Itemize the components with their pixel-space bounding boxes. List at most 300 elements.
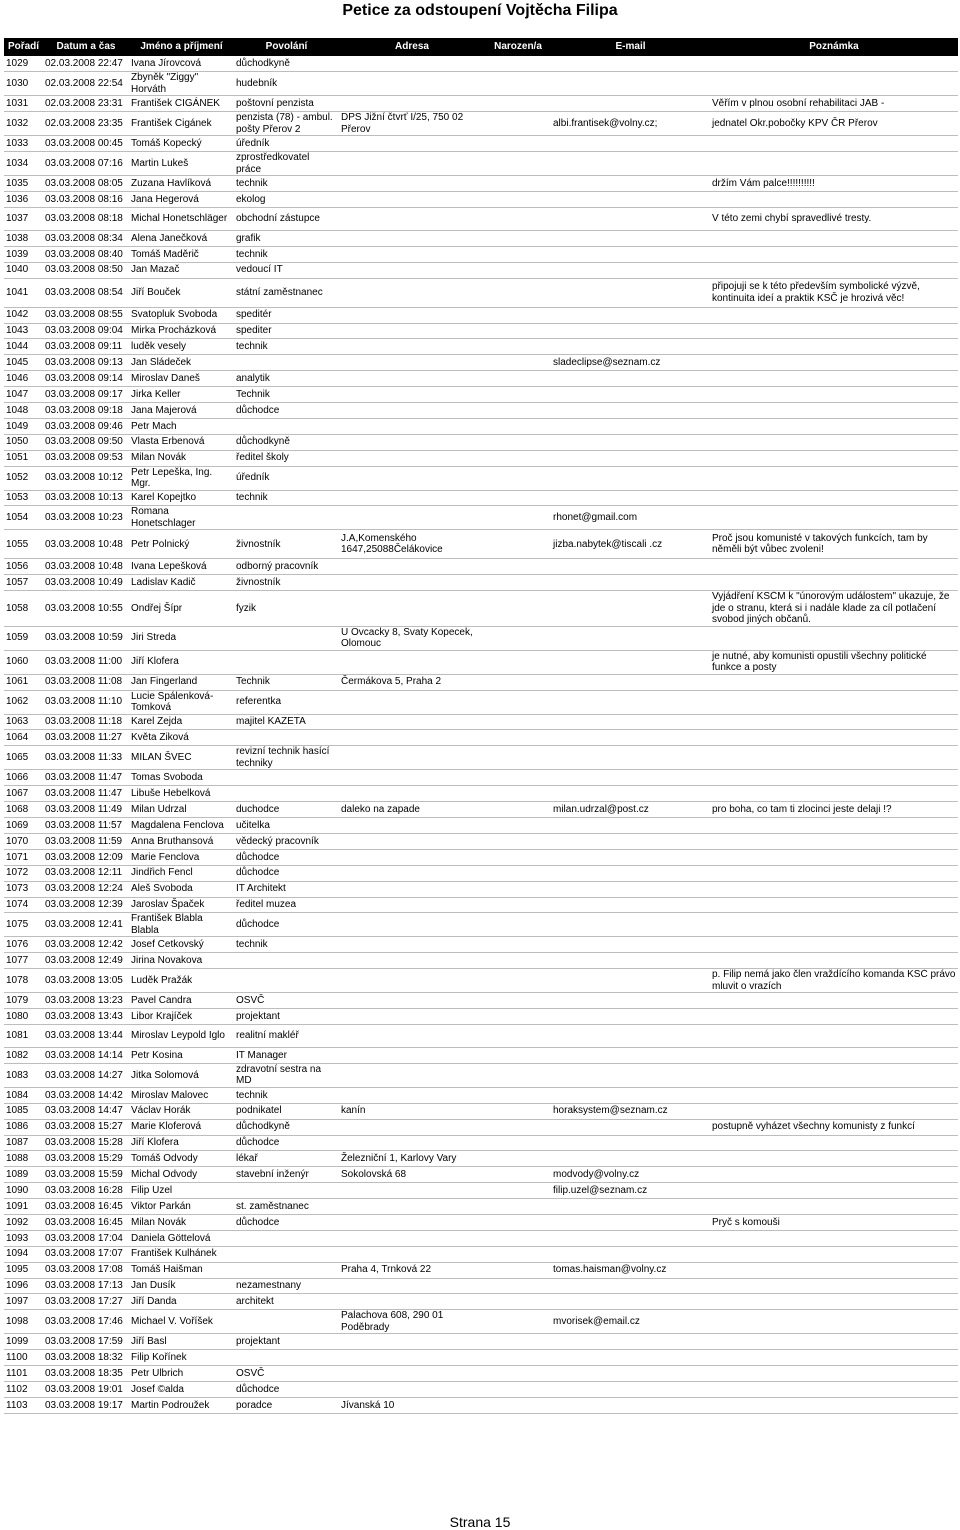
row-address	[339, 1350, 485, 1366]
row-address	[339, 1214, 485, 1230]
table-row	[4, 112, 958, 136]
table-row	[4, 881, 958, 897]
table-row	[4, 770, 958, 786]
row-order: 1053	[6, 492, 29, 504]
row-name: Tomáš Haišman	[131, 1264, 203, 1276]
row-email: horaksystem@seznam.cz	[553, 1105, 668, 1117]
row-address	[339, 323, 485, 339]
table-row	[4, 307, 958, 323]
column-header-born: Narozen/a	[485, 38, 551, 56]
table-row	[4, 1262, 958, 1278]
row-order: 1037	[6, 213, 29, 225]
row-occupation: realitní makléř	[236, 1030, 299, 1042]
row-born	[485, 339, 551, 355]
row-occupation: učitelka	[236, 819, 270, 831]
row-datetime: 03.03.2008 09:11	[45, 341, 123, 353]
row-email: tomas.haisman@volny.cz	[553, 1264, 667, 1276]
table-row	[4, 176, 958, 192]
row-order: 1066	[6, 772, 29, 784]
row-occupation	[234, 506, 339, 530]
row-order: 1034	[6, 157, 29, 169]
row-order: 1045	[6, 356, 29, 368]
row-name: Milan Udrzal	[131, 803, 187, 815]
row-occupation	[234, 418, 339, 434]
row-occupation: poradce	[236, 1399, 273, 1411]
row-email	[551, 818, 710, 834]
table-row	[4, 993, 958, 1009]
row-occupation: technik	[236, 492, 268, 504]
row-address	[339, 953, 485, 969]
row-born	[485, 530, 551, 559]
row-datetime: 03.03.2008 13:23	[45, 994, 123, 1006]
row-name: Miroslav Daneš	[131, 372, 200, 384]
row-email	[551, 849, 710, 865]
row-email: albi.frantisek@volny.cz;	[553, 118, 658, 130]
row-address: Jívanská 10	[341, 1399, 395, 1411]
table-row	[4, 1087, 958, 1103]
table-row	[4, 626, 958, 650]
row-datetime: 03.03.2008 10:55	[45, 602, 123, 614]
row-address	[339, 339, 485, 355]
row-occupation: st. zaměstnanec	[236, 1200, 309, 1212]
table-row	[4, 450, 958, 466]
row-name: Václav Horák	[131, 1105, 191, 1117]
table-row	[4, 913, 958, 937]
row-datetime: 03.03.2008 08:54	[45, 286, 123, 298]
row-note: Proč jsou komunisté v takových funkcích, tam by něměli být vůbec zvoleni!	[712, 532, 928, 556]
table-row	[4, 674, 958, 690]
row-address	[339, 402, 485, 418]
row-email	[551, 833, 710, 849]
row-occupation: nezamestnany	[236, 1280, 302, 1292]
row-note	[710, 1024, 958, 1047]
row-name: Petr Ulbrich	[131, 1367, 184, 1379]
row-name: Milan Novák	[131, 1216, 187, 1228]
row-email: jizba.nabytek@tiscali .cz	[553, 538, 663, 550]
row-order: 1060	[6, 656, 29, 668]
row-note	[710, 1151, 958, 1167]
row-born	[485, 650, 551, 674]
row-note: postupně vyházet všechny komunisty z funkcí	[712, 1121, 915, 1133]
row-name: Magdalena Fenclova	[131, 819, 224, 831]
table-row	[4, 1063, 958, 1087]
row-datetime: 03.03.2008 14:47	[45, 1105, 123, 1117]
row-email	[551, 152, 710, 176]
row-order: 1093	[6, 1232, 29, 1244]
page-title: Petice za odstoupení Vojtěcha Filipa	[342, 2, 618, 19]
table-row	[4, 1183, 958, 1199]
table-row	[4, 802, 958, 818]
row-born	[485, 993, 551, 1009]
row-datetime: 03.03.2008 11:10	[45, 696, 123, 708]
row-datetime: 03.03.2008 13:43	[45, 1010, 123, 1022]
row-email	[551, 690, 710, 714]
row-name: Luděk Pražák	[131, 974, 193, 986]
table-row	[4, 1278, 958, 1294]
row-address	[339, 1024, 485, 1047]
table-row	[4, 246, 958, 262]
row-born	[485, 1262, 551, 1278]
row-name: František Cigánek	[131, 118, 212, 130]
row-occupation: úředník	[236, 137, 270, 149]
row-name: Anna Bruthansová	[131, 835, 214, 847]
row-born	[485, 96, 551, 112]
row-occupation	[234, 1246, 339, 1262]
row-order: 1081	[6, 1030, 29, 1042]
row-datetime: 02.03.2008 23:31	[45, 98, 123, 110]
row-name: Svatopluk Svoboda	[131, 309, 218, 321]
row-born	[485, 1230, 551, 1246]
row-address	[339, 176, 485, 192]
row-datetime: 03.03.2008 17:04	[45, 1232, 123, 1244]
row-order: 1097	[6, 1296, 29, 1308]
row-address	[339, 506, 485, 530]
row-address	[339, 387, 485, 403]
row-address	[339, 152, 485, 176]
row-order: 1079	[6, 994, 29, 1006]
row-address: Čermákova 5, Praha 2	[341, 676, 442, 688]
row-email	[551, 1151, 710, 1167]
row-name: Jiří Bouček	[131, 286, 181, 298]
row-note	[710, 1350, 958, 1366]
table-row	[4, 1366, 958, 1382]
row-address	[339, 1381, 485, 1397]
row-name: Ivana Lepešková	[131, 561, 207, 573]
table-row	[4, 1047, 958, 1063]
table-row	[4, 1350, 958, 1366]
row-name: Jana Majerová	[131, 404, 197, 416]
row-born	[485, 1294, 551, 1310]
row-datetime: 03.03.2008 17:46	[45, 1316, 123, 1328]
row-datetime: 03.03.2008 17:27	[45, 1296, 123, 1308]
row-born	[485, 1199, 551, 1215]
row-name: František Kulhánek	[131, 1248, 217, 1260]
row-order: 1039	[6, 248, 29, 260]
row-email	[551, 650, 710, 674]
row-datetime: 03.03.2008 17:13	[45, 1280, 123, 1292]
row-born	[485, 176, 551, 192]
row-order: 1052	[6, 472, 29, 484]
row-note	[710, 339, 958, 355]
row-datetime: 03.03.2008 16:28	[45, 1184, 123, 1196]
row-address: daleko na zapade	[341, 803, 420, 815]
row-datetime: 03.03.2008 15:59	[45, 1168, 123, 1180]
row-occupation: OSVČ	[236, 1367, 265, 1379]
row-order: 1100	[6, 1351, 28, 1363]
row-datetime: 03.03.2008 09:50	[45, 436, 123, 448]
row-datetime: 03.03.2008 10:59	[45, 632, 123, 644]
table-row	[4, 1135, 958, 1151]
row-name: Karel Zejda	[131, 716, 183, 728]
row-born	[485, 849, 551, 865]
row-email	[551, 371, 710, 387]
row-datetime: 03.03.2008 08:50	[45, 264, 123, 276]
row-occupation: vědecký pracovník	[236, 835, 319, 847]
row-note	[710, 674, 958, 690]
row-note	[710, 323, 958, 339]
row-datetime: 03.03.2008 11:08	[45, 676, 123, 688]
row-occupation: grafik	[236, 232, 261, 244]
row-note	[710, 865, 958, 881]
row-email	[551, 434, 710, 450]
row-order: 1086	[6, 1121, 29, 1133]
row-occupation	[234, 1350, 339, 1366]
table-row	[4, 1230, 958, 1246]
row-note: V této zemi chybí spravedlivé tresty.	[712, 213, 872, 225]
row-datetime: 03.03.2008 11:59	[45, 835, 123, 847]
row-email	[551, 1214, 710, 1230]
table-row	[4, 490, 958, 506]
row-datetime: 03.03.2008 18:35	[45, 1367, 123, 1379]
row-address	[339, 262, 485, 278]
table-row	[4, 371, 958, 387]
row-note	[710, 1334, 958, 1350]
table-row	[4, 969, 958, 993]
row-address: J.A,Komenského 1647,25088Čelákovice	[341, 532, 443, 556]
row-born	[485, 323, 551, 339]
row-occupation: Technik	[236, 388, 270, 400]
row-datetime: 03.03.2008 11:57	[45, 819, 123, 831]
row-address: Praha 4, Trnková 22	[341, 1264, 432, 1276]
row-name: Jan Mazač	[131, 264, 180, 276]
row-occupation: odborný pracovník	[236, 561, 319, 573]
row-occupation: důchodkyně	[236, 436, 290, 448]
row-name: Jirina Novakova	[131, 954, 203, 966]
column-header-order: Pořadí	[4, 38, 43, 56]
row-address	[339, 849, 485, 865]
row-address	[339, 1063, 485, 1087]
table-row	[4, 355, 958, 371]
row-datetime: 03.03.2008 11:47	[45, 772, 123, 784]
row-order: 1074	[6, 899, 29, 911]
row-note	[710, 490, 958, 506]
row-order: 1088	[6, 1153, 29, 1165]
row-name: Petr Mach	[131, 420, 177, 432]
row-order: 1062	[6, 696, 29, 708]
table-row	[4, 575, 958, 591]
row-note: je nutné, aby komunisti opustili všechny politické funkce a posty	[712, 650, 927, 674]
row-order: 1096	[6, 1280, 29, 1292]
row-address	[339, 278, 485, 307]
row-occupation	[234, 355, 339, 371]
row-email	[551, 865, 710, 881]
table-row	[4, 714, 958, 730]
row-name: Mirka Procházková	[131, 325, 217, 337]
row-email	[551, 1334, 710, 1350]
row-email	[551, 1278, 710, 1294]
row-born	[485, 1214, 551, 1230]
row-born	[485, 402, 551, 418]
row-occupation: majitel KAZETA	[236, 716, 306, 728]
row-born	[485, 466, 551, 490]
row-email	[551, 192, 710, 208]
row-name: Filip Kořínek	[131, 1351, 187, 1363]
table-row	[4, 559, 958, 575]
row-name: Karel Kopejtko	[131, 492, 197, 504]
row-born	[485, 246, 551, 262]
row-name: Petr Polnický	[131, 538, 190, 550]
row-email	[551, 714, 710, 730]
row-order: 1050	[6, 436, 29, 448]
row-name: Jiří Klofera	[131, 656, 179, 668]
row-email	[551, 278, 710, 307]
row-datetime: 03.03.2008 13:44	[45, 1030, 123, 1042]
table-row	[4, 818, 958, 834]
row-address	[339, 56, 485, 72]
row-name: Zbyněk "Ziggy" Horváth	[131, 72, 199, 95]
row-name: Lucie Spálenková-Tomková	[131, 690, 214, 714]
row-born	[485, 1183, 551, 1199]
row-born	[485, 1103, 551, 1119]
row-address: Palachova 608, 290 01 Poděbrady	[341, 1310, 444, 1333]
row-datetime: 03.03.2008 19:17	[45, 1399, 123, 1411]
row-email: filip.uzel@seznam.cz	[553, 1184, 648, 1196]
row-address	[339, 490, 485, 506]
row-occupation	[234, 1262, 339, 1278]
row-datetime: 03.03.2008 16:45	[45, 1200, 123, 1212]
table-row	[4, 152, 958, 176]
row-note	[710, 246, 958, 262]
table-row	[4, 56, 958, 72]
row-note	[710, 152, 958, 176]
row-name: Jaroslav Špaček	[131, 899, 205, 911]
row-occupation: důchodce	[236, 1216, 280, 1228]
row-born	[485, 56, 551, 72]
table-row	[4, 1246, 958, 1262]
table-row	[4, 1167, 958, 1183]
row-name: Tomas Svoboda	[131, 772, 203, 784]
row-datetime: 03.03.2008 08:55	[45, 309, 123, 321]
row-born	[485, 881, 551, 897]
row-email	[551, 730, 710, 746]
row-born	[485, 207, 551, 230]
row-order: 1051	[6, 452, 29, 464]
row-order: 1069	[6, 819, 29, 831]
row-note	[710, 746, 958, 770]
row-note: připojuji se k této především symbolické výzvě, kontinuita ideí a praktik KSČ je hrozivá věc!	[712, 281, 920, 304]
row-order: 1087	[6, 1137, 29, 1149]
row-email	[551, 559, 710, 575]
row-born	[485, 371, 551, 387]
table-row	[4, 746, 958, 770]
row-name: Jan Dusík	[131, 1280, 176, 1292]
row-note	[710, 1047, 958, 1063]
row-datetime: 03.03.2008 11:47	[45, 787, 123, 799]
row-email	[551, 575, 710, 591]
row-address	[339, 937, 485, 953]
row-order: 1056	[6, 561, 29, 573]
row-address	[339, 770, 485, 786]
row-occupation: projektant	[236, 1010, 280, 1022]
row-datetime: 03.03.2008 15:27	[45, 1121, 123, 1133]
row-datetime: 03.03.2008 08:34	[45, 232, 123, 244]
row-note	[710, 1278, 958, 1294]
row-address	[339, 1087, 485, 1103]
row-datetime: 03.03.2008 15:28	[45, 1137, 123, 1149]
row-email	[551, 402, 710, 418]
row-born	[485, 192, 551, 208]
row-datetime: 03.03.2008 10:12	[45, 472, 123, 484]
table-row	[4, 207, 958, 230]
row-name: Ivana Jírovcová	[131, 57, 202, 69]
row-occupation: technik	[236, 341, 268, 353]
table-row	[4, 937, 958, 953]
row-datetime: 03.03.2008 12:42	[45, 939, 123, 951]
row-address	[339, 1009, 485, 1025]
row-email	[551, 1087, 710, 1103]
row-born	[485, 355, 551, 371]
table-body	[4, 56, 958, 1413]
row-occupation: obchodní zástupce	[236, 213, 320, 225]
row-note	[710, 559, 958, 575]
row-order: 1067	[6, 787, 29, 799]
row-address	[339, 881, 485, 897]
row-datetime: 03.03.2008 09:53	[45, 452, 123, 464]
row-email	[551, 1294, 710, 1310]
row-born	[485, 1063, 551, 1087]
row-occupation: ekolog	[236, 193, 266, 205]
row-born	[485, 1167, 551, 1183]
row-occupation	[234, 626, 339, 650]
row-address	[339, 1278, 485, 1294]
row-address	[339, 371, 485, 387]
table-row	[4, 434, 958, 450]
row-datetime: 03.03.2008 16:45	[45, 1216, 123, 1228]
signature-table	[4, 38, 958, 1414]
row-address	[339, 690, 485, 714]
row-note	[710, 1366, 958, 1382]
row-note	[710, 371, 958, 387]
row-name: luděk vesely	[131, 341, 187, 353]
row-name: Ondřej Šípr	[131, 602, 183, 614]
row-email	[551, 339, 710, 355]
row-name: František Blabla Blabla	[131, 913, 203, 936]
row-name: Jitka Solomová	[131, 1069, 199, 1081]
row-email	[551, 591, 710, 627]
row-born	[485, 278, 551, 307]
row-order: 1083	[6, 1069, 29, 1081]
row-born	[485, 450, 551, 466]
row-address	[339, 969, 485, 993]
row-occupation: speditér	[236, 309, 272, 321]
row-note	[710, 1310, 958, 1334]
row-name: Jana Hegerová	[131, 193, 199, 205]
row-name: Jirka Keller	[131, 388, 181, 400]
row-name: Jan Sládeček	[131, 356, 192, 368]
table-row	[4, 1119, 958, 1135]
row-name: Jiří Klofera	[131, 1137, 179, 1149]
row-datetime: 03.03.2008 10:48	[45, 561, 123, 573]
row-address: kanín	[341, 1105, 366, 1117]
row-occupation: důchodkyně	[236, 1121, 290, 1133]
row-born	[485, 72, 551, 96]
row-address	[339, 96, 485, 112]
table-row	[4, 1151, 958, 1167]
row-occupation: technik	[236, 177, 268, 189]
row-address	[339, 450, 485, 466]
row-email	[551, 490, 710, 506]
row-born	[485, 1366, 551, 1382]
row-born	[485, 112, 551, 136]
row-born	[485, 1009, 551, 1025]
row-email	[551, 1009, 710, 1025]
row-born	[485, 591, 551, 627]
row-datetime: 03.03.2008 12:09	[45, 851, 123, 863]
table-row	[4, 591, 958, 627]
row-order: 1078	[6, 974, 29, 986]
row-name: Martin Podroužek	[131, 1399, 210, 1411]
row-note	[710, 466, 958, 490]
